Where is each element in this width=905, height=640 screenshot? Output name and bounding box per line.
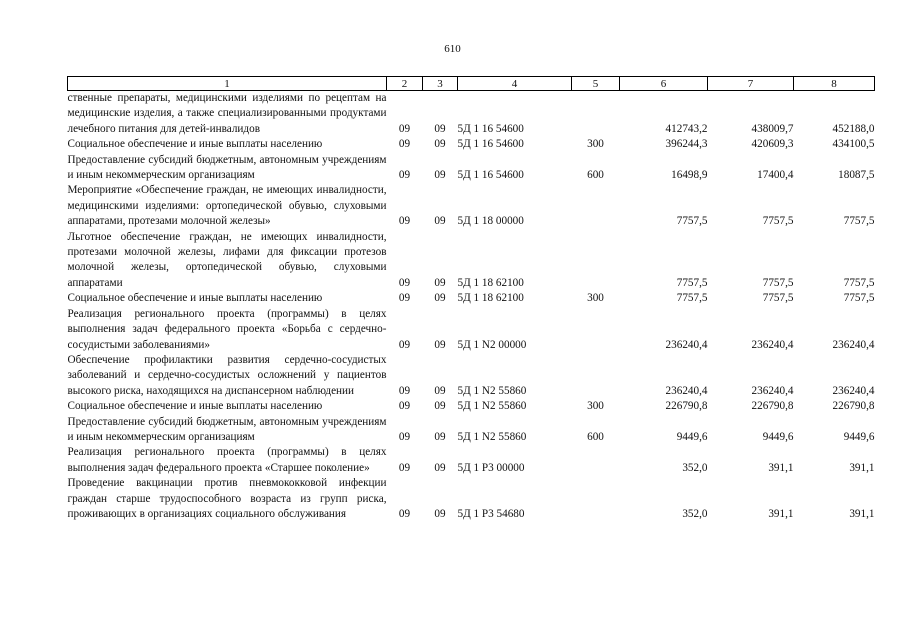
- table-row: [68, 91, 875, 138]
- row-amount-2: 236240,4: [751, 384, 794, 397]
- row-amount-1: 9449,6: [676, 430, 708, 443]
- row-amount-1: 396244,3: [665, 138, 708, 151]
- table-row: [68, 476, 875, 522]
- row-section: 09: [398, 169, 411, 182]
- row-subsection: 09: [434, 338, 446, 351]
- row-amount-2: 7757,5: [762, 292, 794, 305]
- row-name: Реализация регионального проекта (программы) в целях выполнения задач федерального проекта «Старшее поколение»: [67, 446, 387, 474]
- row-expense-type: [572, 353, 620, 399]
- row-target-code: 5Д 1 P3 00000: [457, 461, 525, 474]
- row-expense-type: 300: [587, 400, 604, 413]
- row-amount-3: 434100,5: [832, 138, 875, 151]
- row-section: 09: [398, 338, 411, 351]
- row-amount-3: 236240,4: [832, 384, 875, 397]
- column-header: 7: [708, 77, 794, 91]
- row-section: 09: [398, 138, 411, 151]
- row-section: 09: [398, 292, 411, 305]
- row-section: 09: [398, 215, 411, 228]
- row-amount-3: 7757,5: [843, 215, 875, 228]
- table-row: [68, 445, 875, 476]
- row-expense-type: 600: [587, 430, 604, 443]
- row-section: 09: [398, 384, 411, 397]
- budget-table: [67, 76, 875, 522]
- row-amount-2: 9449,6: [762, 430, 794, 443]
- row-amount-1: 7757,5: [676, 292, 708, 305]
- row-target-code: 5Д 1 N2 55860: [457, 384, 527, 397]
- row-amount-1: 16498,9: [671, 169, 708, 182]
- column-header: 5: [572, 77, 620, 91]
- row-section: 09: [398, 400, 411, 413]
- row-amount-2: 17400,4: [757, 169, 794, 182]
- row-target-code: 5Д 1 18 62100: [457, 276, 524, 289]
- table-row: [68, 291, 875, 306]
- table-row: [68, 307, 875, 353]
- row-section: 09: [398, 276, 411, 289]
- row-target-code: 5Д 1 N2 00000: [457, 338, 527, 351]
- row-target-code: 5Д 1 16 54600: [457, 138, 524, 151]
- row-expense-type: 300: [587, 292, 604, 305]
- row-amount-1: 7757,5: [676, 215, 708, 228]
- row-subsection: 09: [434, 461, 446, 474]
- row-name: Льготное обеспечение граждан, не имеющих инвалидности, протезами молочной железы, лифами для фиксации протезов молочной железы, ортопедической обувью, слуховыми аппаратами: [67, 230, 387, 289]
- row-target-code: 5Д 1 N2 55860: [457, 430, 527, 443]
- table-row: [68, 153, 875, 184]
- column-header: 6: [620, 77, 708, 91]
- table-row: [68, 415, 875, 446]
- row-amount-2: 420609,3: [751, 138, 794, 151]
- row-amount-2: 438009,7: [751, 122, 794, 135]
- row-subsection: 09: [434, 276, 446, 289]
- row-expense-type: [572, 307, 620, 353]
- row-amount-2: 7757,5: [762, 215, 794, 228]
- row-target-code: 5Д 1 16 54600: [457, 122, 524, 135]
- table-row: [68, 399, 875, 414]
- table-row: [68, 353, 875, 399]
- row-target-code: 5Д 1 18 00000: [457, 215, 524, 228]
- row-amount-3: 18087,5: [838, 169, 875, 182]
- row-name: Предоставление субсидий бюджетным, автономным учреждениям и иным некоммерческим организациям: [67, 415, 387, 443]
- row-name: Социальное обеспечение и иные выплаты населению: [67, 138, 323, 151]
- row-amount-2: 391,1: [768, 461, 794, 474]
- page-number: 610: [444, 43, 461, 55]
- row-amount-3: 7757,5: [843, 276, 875, 289]
- row-amount-1: 7757,5: [676, 276, 708, 289]
- row-section: 09: [398, 430, 411, 443]
- row-target-code: 5Д 1 P3 54680: [457, 507, 525, 520]
- row-amount-3: 452188,0: [832, 122, 875, 135]
- row-name: Социальное обеспечение и иные выплаты населению: [67, 292, 323, 305]
- row-subsection: 09: [434, 384, 446, 397]
- row-expense-type: [572, 91, 620, 138]
- row-amount-3: 7757,5: [843, 292, 875, 305]
- row-expense-type: [572, 230, 620, 292]
- row-amount-3: 226790,8: [832, 400, 875, 413]
- row-amount-2: 7757,5: [762, 276, 794, 289]
- column-header: 4: [458, 77, 572, 91]
- row-subsection: 09: [434, 138, 446, 151]
- row-expense-type: [572, 445, 620, 476]
- row-expense-type: 600: [587, 169, 604, 182]
- row-target-code: 5Д 1 N2 55860: [457, 400, 527, 413]
- row-subsection: 09: [434, 400, 446, 413]
- table-row: [68, 230, 875, 292]
- column-header: 8: [794, 77, 875, 91]
- row-amount-1: 236240,4: [665, 384, 708, 397]
- table-row: [68, 137, 875, 152]
- row-name: Обеспечение профилактики развития сердечно-сосудистых заболеваний и сердечно-сосудистых осложнений у пациентов высокого риска, находящихся на диспансерном наблюдении: [67, 353, 387, 397]
- row-amount-1: 412743,2: [665, 122, 708, 135]
- column-header: 1: [68, 77, 387, 91]
- column-header: 3: [423, 77, 458, 91]
- table-header-row: [68, 77, 875, 91]
- row-expense-type: [572, 476, 620, 522]
- row-subsection: 09: [434, 122, 446, 135]
- row-amount-2: 226790,8: [751, 400, 794, 413]
- row-expense-type: 300: [587, 138, 604, 151]
- row-subsection: 09: [434, 292, 446, 305]
- row-name: ственные препараты, медицинскими изделиями по рецептам на медицинские изделия, а также специализированными продуктами лечебного питания для детей-инвалидов: [67, 92, 387, 135]
- row-amount-3: 391,1: [849, 461, 875, 474]
- row-amount-3: 391,1: [849, 507, 875, 520]
- row-amount-2: 391,1: [768, 507, 794, 520]
- row-amount-3: 236240,4: [832, 338, 875, 351]
- row-expense-type: [572, 183, 620, 229]
- row-amount-1: 352,0: [682, 461, 708, 474]
- row-target-code: 5Д 1 18 62100: [457, 292, 524, 305]
- row-name: Мероприятие «Обеспечение граждан, не имеющих инвалидности, медицинскими изделиями: ортопедической обувью, слуховыми аппаратами, протезами молочной железы»: [67, 184, 387, 228]
- row-name: Социальное обеспечение и иные выплаты населению: [67, 400, 323, 413]
- table-row: [68, 183, 875, 229]
- row-subsection: 09: [434, 169, 446, 182]
- row-amount-1: 236240,4: [665, 338, 708, 351]
- row-subsection: 09: [434, 215, 446, 228]
- row-amount-1: 352,0: [682, 507, 708, 520]
- row-amount-1: 226790,8: [665, 400, 708, 413]
- row-name: Предоставление субсидий бюджетным, автономным учреждениям и иным некоммерческим организациям: [67, 153, 387, 182]
- row-name: Проведение вакцинации против пневмококковой инфекции граждан старше трудоспособного возраста из групп риска, проживающих в организациях социального обслуживания: [67, 477, 387, 520]
- row-section: 09: [398, 461, 411, 474]
- column-header: 2: [387, 77, 423, 91]
- row-subsection: 09: [434, 430, 446, 443]
- row-section: 09: [398, 122, 411, 135]
- row-section: 09: [398, 507, 411, 520]
- row-name: Реализация регионального проекта (программы) в целях выполнения задач федерального проекта «Борьба с сердечно-сосудистыми заболеваниями»: [67, 307, 387, 351]
- row-target-code: 5Д 1 16 54600: [457, 169, 524, 182]
- row-subsection: 09: [434, 507, 446, 520]
- row-amount-2: 236240,4: [751, 338, 794, 351]
- row-amount-3: 9449,6: [843, 430, 875, 443]
